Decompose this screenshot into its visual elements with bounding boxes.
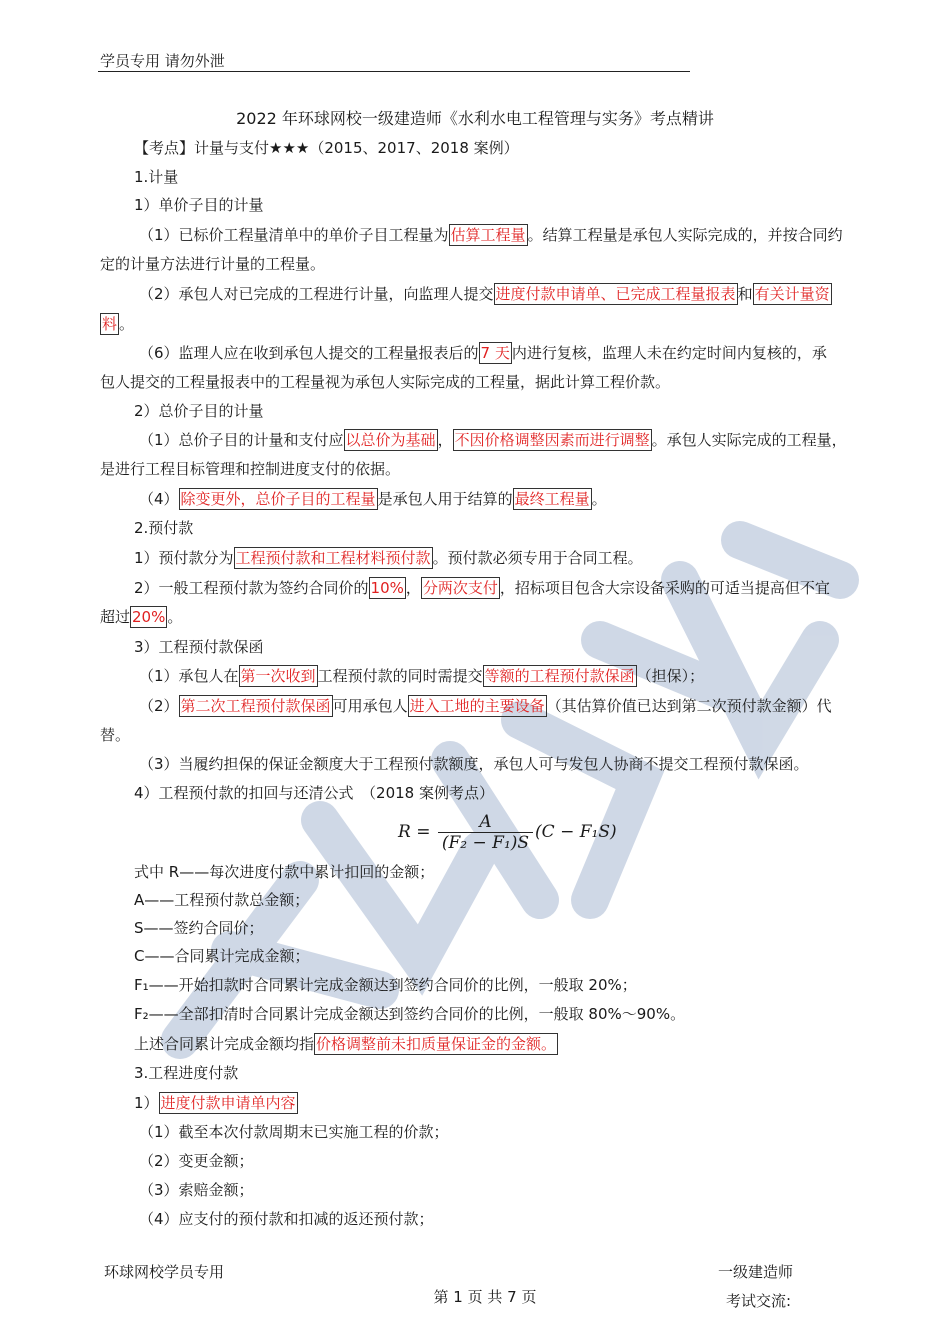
highlight-box: 10% [370, 579, 404, 597]
definition-s: S——签约合同价； [134, 919, 264, 937]
topic-heading: 【考点】计量与支付★★★（2015、2017、2018 案例） [134, 139, 519, 157]
document-title: 2022 年环球网校一级建造师《水利水电工程管理与实务》考点精讲 [236, 109, 714, 128]
paragraph-11: 上述合同累计完成金额均指 价格调整前未扣质量保证金的金额。 [134, 1035, 557, 1053]
paragraph-1-cont: 定的计量方法进行计量的工程量。 [100, 255, 326, 273]
section-2-3-heading: 3）工程预付款保函 [134, 638, 264, 656]
definition-f1: F₁——开始扣款时合同累计完成金额达到签约合同价的比例，一般取 20%； [134, 976, 637, 994]
highlight-box: 第二次工程预付款保函 [180, 697, 331, 715]
paragraph-7-cont: 超过 20% 。 [100, 608, 183, 626]
paragraph-3-cont: 包人提交的工程量报表中的工程量视为承包人实际完成的工程量，据此计算工程价款。 [100, 373, 671, 391]
list-item: （1）截至本次付款周期末已实施工程的价款； [139, 1123, 449, 1141]
footer-exam: 考试交流: [726, 1292, 792, 1310]
highlight-box: 料 [102, 315, 118, 333]
highlight-box: 第一次收到 [240, 667, 316, 685]
paragraph-4: （1）总价子目的计量和支付应 以总价为基础 ， 不因价格调整因素而进行调整 。承包人实际完成的工程量， [139, 431, 847, 449]
highlight-box: 以总价为基础 [345, 431, 436, 449]
highlight-box: 有关计量资 [754, 285, 830, 303]
paragraph-9-cont: 替。 [100, 726, 131, 744]
footer-left: 环球网校学员专用 [104, 1263, 225, 1281]
header-confidential: 学员专用 请勿外泄 [100, 52, 225, 70]
footer-right: 一级建造师 [718, 1263, 794, 1281]
highlight-box: 20% [132, 608, 166, 626]
header-rule [98, 71, 690, 72]
deduction-formula: R = $\frac{A}{\text{(F₂ − F₁)S}}$ (C − F₁S) [398, 812, 617, 853]
paragraph-9: （2） 第二次工程预付款保函 可用承包人 进入工地的主要设备 （其估算价值已达到第二次预付款金额）代 [139, 697, 832, 715]
paragraph-2: （2）承包人对已完成的工程进行计量，向监理人提交 进度付款申请单、已完成工程量报表 和 有关计量资 [139, 285, 830, 303]
highlight-box: 进度付款申请单、已完成工程量报表 [495, 285, 736, 303]
paragraph-10: （3）当履约担保的保证金额度大于工程预付款额度，承包人可与发包人协商不提交工程预付款保函。 [139, 755, 809, 773]
highlight-box: 进度付款申请单内容 [160, 1094, 296, 1112]
section-1-1-heading: 1）单价子目的计量 [134, 196, 264, 214]
paragraph-4-cont: 是进行工程目标管理和控制进度支付的依据。 [100, 460, 401, 478]
highlight-box: 估算工程量 [450, 226, 526, 244]
list-item: （4）应支付的预付款和扣减的返还预付款； [139, 1210, 434, 1228]
list-item: （3）索赔金额； [139, 1181, 254, 1199]
paragraph-8: （1）承包人在 第一次收到 工程预付款的同时需提交 等额的工程预付款保函 （担保）； [139, 667, 705, 685]
definition-c: C——合同累计完成金额； [134, 947, 310, 965]
highlight-box: 不因价格调整因素而进行调整 [454, 431, 650, 449]
section-1-2-heading: 2）总价子目的计量 [134, 402, 264, 420]
definition-a: A——工程预付款总金额； [134, 891, 310, 909]
highlight-box: 7 天 [480, 344, 510, 362]
list-item: （2）变更金额； [139, 1152, 254, 1170]
section-3-heading: 3.工程进度付款 [134, 1064, 239, 1082]
paragraph-3: （6）监理人应在收到承包人提交的工程量报表后的 7 天 内进行复核，监理人未在约定时间内复核的，承 [139, 344, 827, 362]
page-number: 第 1 页 共 7 页 [433, 1288, 537, 1306]
highlight-box: 工程预付款和工程材料预付款 [235, 549, 431, 567]
paragraph-7: 2）一般工程预付款为签约合同价的 10% ， 分两次支付 ，招标项目包含大宗设备采购的可适当提高但不宜 [134, 579, 830, 597]
highlight-box: 进入工地的主要设备 [409, 697, 545, 715]
highlight-box: 分两次支付 [422, 579, 498, 597]
paragraph-6: 1）预付款分为 工程预付款和工程材料预付款 。预付款必须专用于合同工程。 [134, 549, 643, 567]
definition-f2: F₂——全部扣清时合同累计完成金额达到签约合同价的比例，一般取 80%～90%。 [134, 1005, 686, 1023]
paragraph-12: 1） 进度付款申请单内容 [134, 1094, 296, 1112]
paragraph-1: （1）已标价工程量清单中的单价子目工程量为 估算工程量 。结算工程量是承包人实际完成的，并按合同约 [139, 226, 843, 244]
section-2-heading: 2.预付款 [134, 519, 194, 537]
paragraph-5: （4） 除变更外，总价子目的工程量 是承包人用于结算的 最终工程量 。 [139, 490, 607, 508]
section-2-4-heading: 4）工程预付款的扣回与还清公式 （2018 案例考点） [134, 784, 494, 802]
highlight-box: 除变更外，总价子目的工程量 [180, 490, 376, 508]
section-1-heading: 1.计量 [134, 168, 179, 186]
paragraph-2-cont: 料 。 [102, 315, 135, 333]
definition-r: 式中 R——每次进度付款中累计扣回的金额； [134, 863, 435, 881]
highlight-box: 等额的工程预付款保函 [484, 667, 635, 685]
highlight-box: 最终工程量 [514, 490, 590, 508]
highlight-box: 价格调整前未扣质量保证金的金额。 [316, 1035, 557, 1053]
